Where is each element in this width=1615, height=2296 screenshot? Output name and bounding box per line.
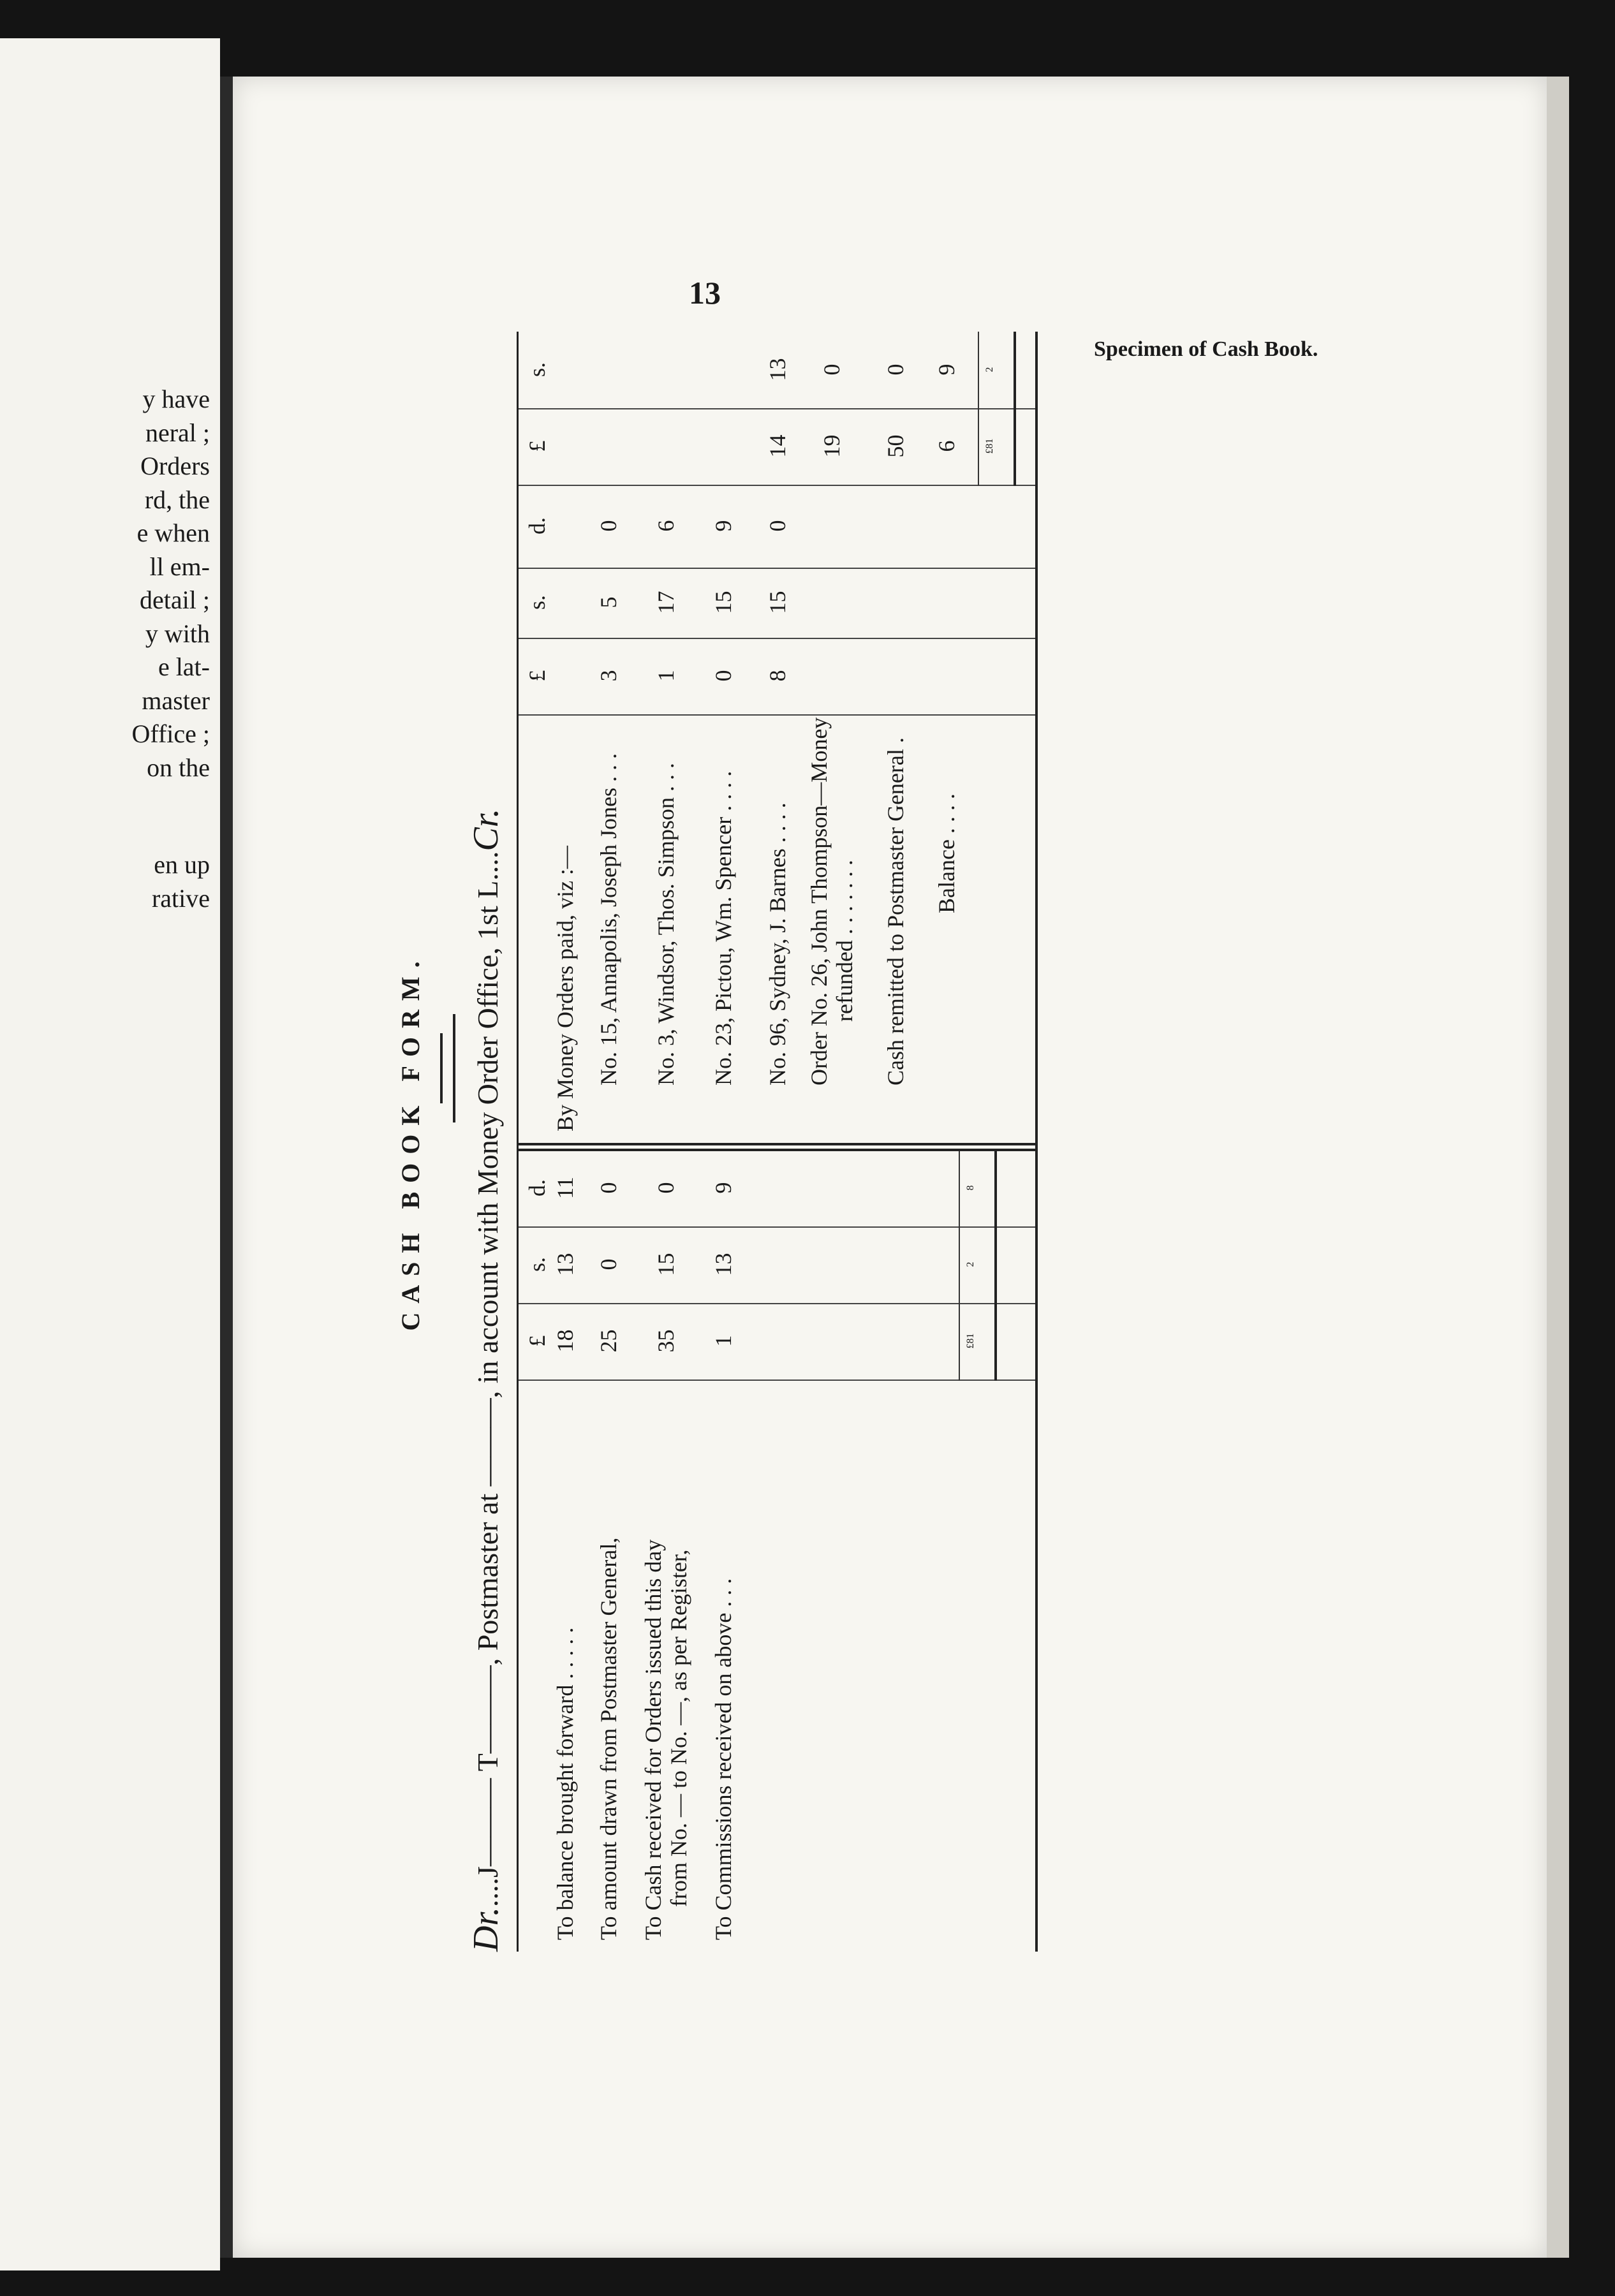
shillings-value: 13: [552, 1253, 578, 1276]
row-description: Order No. 26, John Thompson—Money: [806, 717, 832, 1085]
left-facing-page: [0, 38, 220, 2270]
shillings-value: 0: [596, 1258, 621, 1270]
row-description: Balance . . . .: [934, 793, 959, 913]
subtotal-pounds: 14: [765, 434, 790, 458]
pence-value: 9: [711, 1182, 736, 1194]
left-line: e when: [136, 519, 210, 547]
shillings-value: 0: [883, 364, 908, 376]
row-description: By Money Orders paid, viz :—: [552, 846, 578, 1131]
shillings-value: 15: [711, 591, 736, 614]
shillings-value: 9: [934, 364, 959, 376]
pence-value: 9: [711, 520, 736, 532]
row-description: No. 96, Sydney, J. Barnes . . . .: [765, 802, 790, 1085]
row-description: Cash remitted to Postmaster General .: [883, 737, 908, 1085]
row-description: No. 3, Windsor, Thos. Simpson . . .: [653, 763, 679, 1085]
left-line: Orders: [140, 452, 210, 480]
ledger-bottom-rule: [1035, 332, 1038, 1952]
page-number: 13: [689, 275, 721, 311]
shillings-value: 5: [596, 596, 621, 608]
credit-side: [519, 332, 1035, 1143]
total-shillings: 2: [984, 367, 995, 372]
pounds-value: 3: [596, 670, 621, 682]
pence-value: 0: [596, 520, 621, 532]
pence-value: 0: [596, 1182, 621, 1194]
total-pounds: £81: [984, 438, 995, 454]
pence-value: 6: [653, 520, 679, 532]
debit-total: [959, 1151, 997, 1381]
pounds-value: 19: [819, 434, 844, 458]
left-line: e lat-: [158, 652, 210, 681]
title-rule-long: [453, 1014, 455, 1122]
left-line: neral ;: [145, 418, 210, 447]
pence-value: 0: [653, 1182, 679, 1194]
pounds-value: 18: [552, 1329, 578, 1353]
subtotal-shillings: 13: [765, 358, 790, 381]
shillings-value: 0: [819, 364, 844, 376]
pounds-value: 8: [765, 670, 790, 682]
total-pounds: £81: [965, 1333, 976, 1349]
row-description: No. 23, Pictou, Wm. Spencer . . . .: [711, 770, 736, 1085]
row-description: To Cash received for Orders issued this day: [640, 1539, 666, 1940]
row-description: No. 15, Annapolis, Joseph Jones . . .: [596, 753, 621, 1085]
left-page-text-bottom: [152, 848, 210, 915]
row-description-cont: refunded . . . . . . .: [832, 860, 857, 1022]
pounds-value: 1: [711, 1335, 736, 1347]
pence-value: 11: [552, 1177, 578, 1199]
left-line: y with: [145, 619, 210, 648]
pounds-header-2: £: [524, 440, 550, 452]
shillings-value: 13: [711, 1253, 736, 1276]
pounds-value: 0: [711, 670, 736, 682]
row-description-cont: from No. — to No. —, as per Register,: [666, 1549, 691, 1907]
row-description: To Commissions received on above . . .: [711, 1578, 736, 1940]
debit-credit-divider: [519, 1143, 1035, 1151]
left-line: ll em-: [149, 552, 210, 581]
credit-label: Cr.: [466, 808, 506, 851]
pence-value: 0: [765, 520, 790, 532]
shillings-header-2: s.: [524, 362, 550, 378]
debit-side: [519, 1151, 1035, 1952]
title-rule: [440, 1033, 443, 1103]
shillings-value: 15: [765, 591, 790, 614]
ledger-table: [519, 332, 1035, 1952]
shillings-header: s.: [524, 1257, 550, 1272]
pounds-value: 25: [596, 1329, 621, 1353]
heading-tail: ....: [471, 851, 504, 881]
book-binding: [220, 77, 233, 2258]
pounds-value: 6: [934, 440, 959, 452]
row-description: To amount drawn from Postmaster General,: [596, 1537, 621, 1940]
pence-header: d.: [524, 517, 550, 534]
account-name: ....J——— T———, Postmaster at ———, in account with Money Order Office, 1st L: [471, 880, 504, 1907]
pounds-value: 35: [653, 1329, 679, 1353]
column-rule: [519, 714, 1035, 716]
total-shillings: 2: [965, 1262, 976, 1267]
pounds-value: 50: [883, 434, 908, 458]
shillings-value: 15: [653, 1253, 679, 1276]
left-line: detail ;: [140, 585, 210, 614]
pounds-header: £: [524, 1335, 550, 1347]
left-line: Office ;: [131, 719, 210, 748]
row-description: To balance brought forward . . . . .: [552, 1627, 578, 1940]
cash-book-form: [395, 332, 1084, 1952]
left-line: y have: [142, 385, 210, 413]
shillings-header: s.: [524, 595, 550, 610]
left-line: master: [142, 686, 210, 715]
left-page-text-top: [131, 383, 210, 784]
account-heading: [466, 332, 506, 1952]
column-rule: [519, 1380, 1035, 1381]
pounds-value: 1: [653, 670, 679, 682]
pence-header: d.: [524, 1179, 550, 1196]
pounds-header: £: [524, 670, 550, 682]
credit-total: [978, 332, 1016, 486]
left-line: on the: [147, 753, 210, 782]
total-pence: 8: [965, 1185, 976, 1191]
debit-label: Dr.: [466, 1906, 506, 1952]
shillings-value: 17: [653, 591, 679, 614]
form-title: CASH BOOK FORM.: [396, 952, 425, 1331]
left-line: rative: [151, 883, 210, 913]
left-line: en up: [154, 850, 210, 879]
left-line: rd, the: [144, 485, 210, 514]
margin-note: Specimen of Cash Book.: [1094, 337, 1318, 361]
